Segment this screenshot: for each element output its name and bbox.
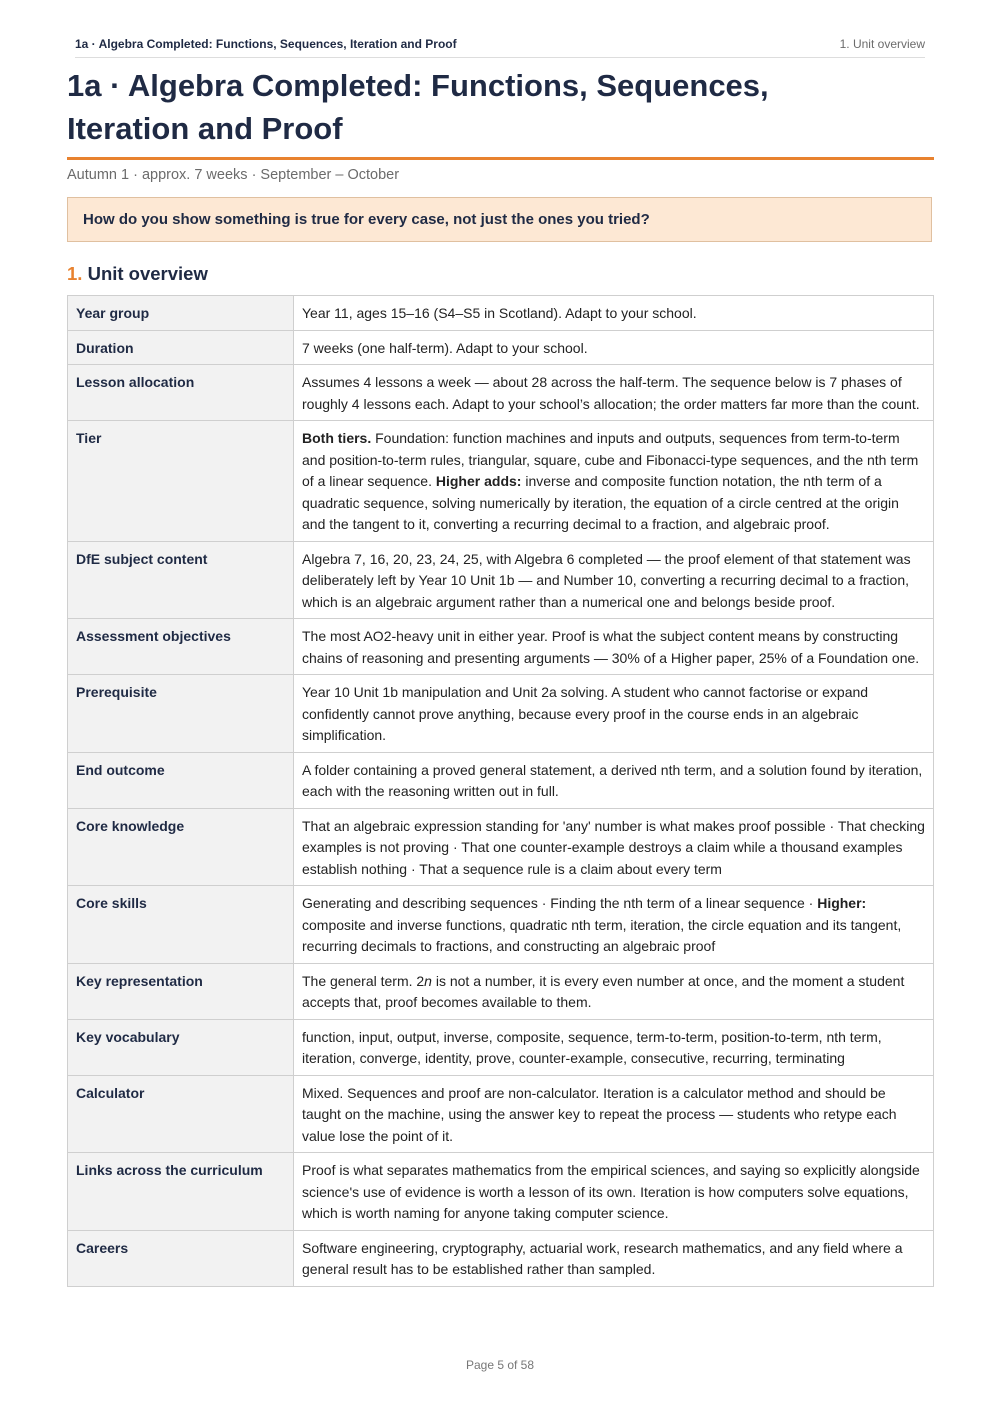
unit-meta: Autumn 1 · approx. 7 weeks · September – October [67,167,400,183]
table-row [68,963,934,1019]
unit-overview-table [67,295,934,1287]
key-question-box [67,197,932,242]
row-value-text: Generating and describing sequences · Finding the nth term of a linear sequence · [302,895,818,911]
section-title: Unit overview [87,263,208,284]
row-value-text: Proof is what separates mathematics from the empirical sciences, and saying so explicitly alongside science's use of evidence is worth a lesson of its own. Iteration is how computers solve equations, which is worth naming for anyone taking computer science. [302,1162,920,1221]
row-value [294,1019,934,1075]
row-value-text: Algebra 7, 16, 20, 23, 24, 25, with Algebra 6 completed — the proof element of that statement was deliberately left by Year 10 Unit 1b — and Number 10, converting a recurring decimal to a fraction, which is an algebraic argument rather than a numerical one and belongs beside proof. [302,550,911,610]
row-value-text: Software engineering, cryptography, actuarial work, research mathematics, and any field where a general result has to be established rather than sampled. [302,1239,903,1277]
row-label: Calculator [68,1075,294,1153]
row-value [294,1230,934,1286]
table-row [68,619,934,675]
key-question-text: How do you show something is true for every case, not just the ones you tried? [83,211,650,228]
row-value [294,675,934,753]
row-value-text: Higher: [817,895,867,911]
row-value-text: is not a number, it is every even number at once, and the moment a student accepts that, proof becomes available to them. [302,972,905,1010]
table-row [68,1075,934,1153]
row-label: Core skills [68,886,294,964]
row-value-text: Higher adds: [435,473,522,489]
table-row [68,1230,934,1286]
row-label: Prerequisite [68,675,294,753]
row-label: Assessment objectives [68,619,294,675]
row-label: Core knowledge [68,808,294,886]
row-value-text: n [424,972,432,989]
row-value [294,1075,934,1153]
title-divider [67,157,934,160]
table-row [68,1153,934,1231]
row-value [294,330,934,365]
row-value [294,541,934,619]
unit-overview-table-body [68,296,934,1287]
row-label: Tier [68,421,294,542]
row-value [294,1153,934,1231]
row-value-text: Year 10 Unit 1b manipulation and Unit 2a solving. A student who cannot factorise or expand confidently cannot prove anything, because every proof in the course ends in an algebraic simplification. [302,684,869,743]
page-footer [0,1358,1000,1372]
row-label: Links across the curriculum [68,1153,294,1231]
row-label: Key vocabulary [68,1019,294,1075]
row-label: Year group [68,296,294,331]
row-value-text: composite and inverse functions, quadratic nth term, iteration, the circle equation and its tangent, recurring decimals to fractions, and constructing an algebraic proof [302,916,902,954]
row-value [294,296,934,331]
page-number: Page 5 of 58 [465,1358,535,1372]
row-value-text: The most AO2-heavy unit in either year. Proof is what the subject content means by constructing chains of reasoning and presenting arguments — 30% of a Higher paper, 25% of a Foundation one. [302,628,920,666]
table-row [68,296,934,331]
row-label: DfE subject content [68,541,294,619]
row-label: Careers [68,1230,294,1286]
section-number: 1. [67,263,83,284]
row-value [294,886,934,964]
row-value-text: That an algebraic expression standing for 'any' number is what makes proof possible · That checking examples is not proving · That one counter-example destroys a claim while a thousand examples establish nothing · That a sequence rule is a claim about every term [302,817,925,877]
section-heading [67,263,208,285]
row-value-text: A folder containing a proved general statement, a derived nth term, and a solution found by iteration, each with the reasoning written out in full. [302,761,923,799]
page-title: 1a · Algebra Completed: Functions, Sequences, Iteration and Proof [67,68,769,146]
row-value [294,808,934,886]
row-value [294,365,934,421]
row-value [294,963,934,1019]
row-value [294,421,934,542]
running-header [75,37,925,58]
table-row [68,541,934,619]
row-label: Key representation [68,963,294,1019]
row-value [294,752,934,808]
running-header-title: 1a · Algebra Completed: Functions, Sequences, Iteration and Proof [75,37,457,51]
row-label: Duration [68,330,294,365]
table-row [68,675,934,753]
table-row [68,1019,934,1075]
table-row [68,421,934,542]
row-value-text: Mixed. Sequences and proof are non-calculator. Iteration is a calculator method and should be taught on the machine, using the answer key to repeat the process — students who retype each value lose the point of it. [302,1084,897,1144]
row-value-text: function, input, output, inverse, composite, sequence, term-to-term, position-to-term, nth term, iteration, converge, identity, prove, counter-example, consecutive, recurring, terminating [302,1028,882,1066]
row-value-text: inverse and composite function notation, the nth term of a quadratic sequence, solving numerically by iteration, the equation of a circle centred at the origin and the tangent to it, converting a recurring decimal to a fraction, and algebraic proof. [302,473,899,532]
row-value-text: Year 11, ages 15–16 (S4–S5 in Scotland). Adapt to your school. [302,305,697,321]
row-value-text: Both tiers. [302,430,372,446]
table-row [68,365,934,421]
row-value-text: The general term. 2 [302,972,425,989]
table-row [68,808,934,886]
table-row [68,886,934,964]
table-row [68,330,934,365]
row-label: Lesson allocation [68,365,294,421]
row-value-text: 7 weeks (one half-term). Adapt to your school. [302,339,588,356]
running-header-section: 1. Unit overview [839,37,925,51]
row-value [294,619,934,675]
row-value-text: Foundation: function machines and inputs and outputs, sequences from term-to-term and position-to-term rules, triangular, square, cube and Fibonacci-type sequences, and the nth term of a linear sequence. [302,430,919,489]
table-row [68,752,934,808]
row-label: End outcome [68,752,294,808]
row-value-text: Assumes 4 lessons a week — about 28 across the half-term. The sequence below is 7 phases of roughly 4 lessons each. Adapt to your school’s allocation; the order matters far more than the count. [302,374,920,412]
